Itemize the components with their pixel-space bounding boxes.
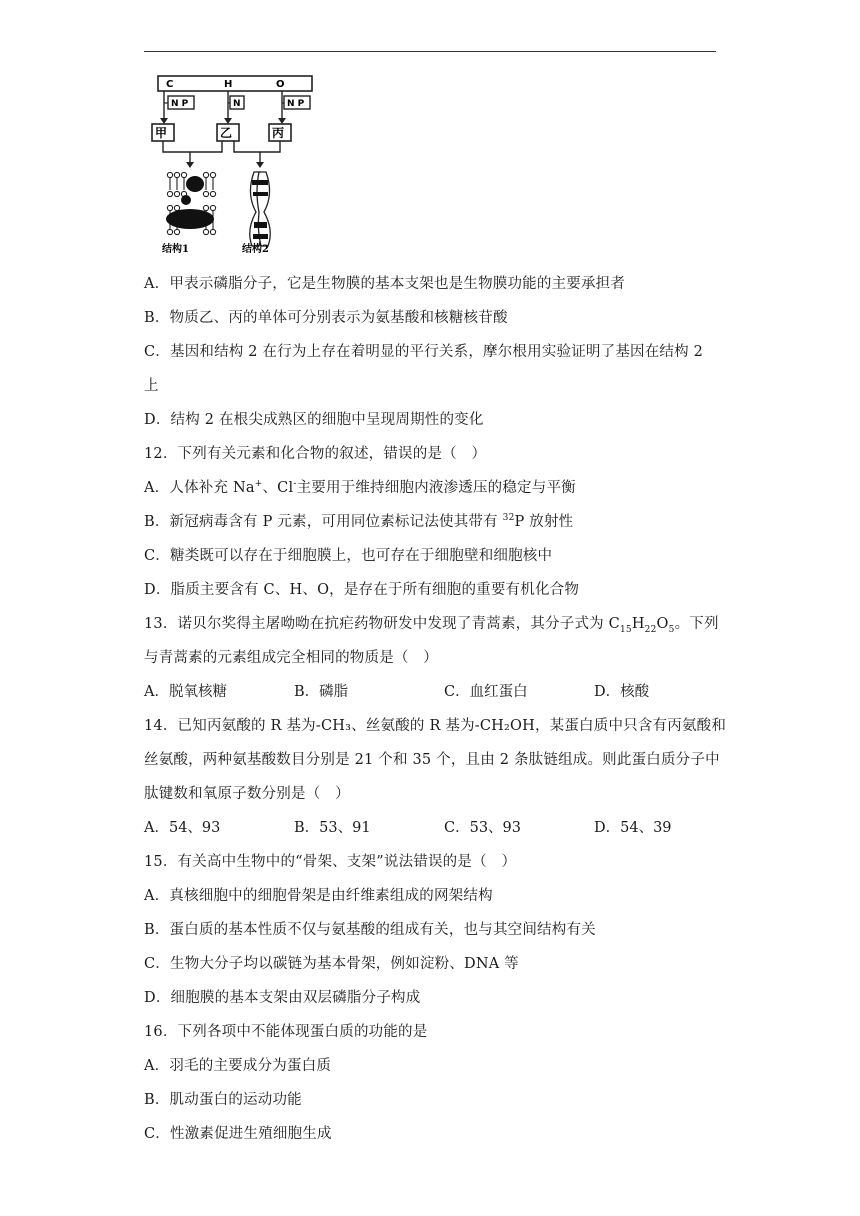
box-jia: 甲 bbox=[155, 126, 168, 140]
q13-stem: 13．诺贝尔奖得主屠呦呦在抗疟药物研发中发现了青蒿素，其分子式为 $C_{15}H_{22}O_5$。下列 bbox=[144, 616, 719, 635]
q13-option-b: B．磷脂 bbox=[294, 684, 349, 700]
q12-option-a: A．人体补充 Na+、Cl-主要用于维持细胞内液渗透压的稳定与平衡 bbox=[144, 479, 576, 496]
q13-option-a: A．脱氧核糖 bbox=[144, 684, 227, 700]
q11-option-b: B．物质乙、丙的单体可分别表示为氨基酸和核糖核苷酸 bbox=[144, 310, 508, 326]
q12-stem: 12．下列有关元素和化合物的叙述，错误的是（ ） bbox=[144, 446, 487, 462]
added-np-left: N P bbox=[171, 99, 189, 109]
q12-option-b: B．新冠病毒含有 P 元素，可用同位素标记法使其带有 $^{32}$P 放射性 bbox=[144, 513, 574, 530]
q11-option-c-cont: 上 bbox=[144, 378, 159, 394]
q15-option-b: B．蛋白质的基本性质不仅与氨基酸的组成有关，也与其空间结构有关 bbox=[144, 922, 596, 938]
q15-option-d: D．细胞膜的基本支架由双层磷脂分子构成 bbox=[144, 990, 421, 1006]
structure1-label: 结构1 bbox=[162, 244, 189, 255]
element-c: C bbox=[166, 79, 174, 90]
q15-option-c: C．生物大分子均以碳链为基本骨架，例如淀粉、DNA 等 bbox=[144, 956, 519, 972]
element-o: O bbox=[276, 79, 285, 90]
q16-option-b: B．肌动蛋白的运动功能 bbox=[144, 1092, 302, 1108]
q13-option-d: D．核酸 bbox=[594, 684, 650, 700]
chromosome-structure bbox=[250, 172, 271, 246]
added-np-right: N P bbox=[287, 99, 305, 109]
q16-stem: 16．下列各项中不能体现蛋白质的功能的是 bbox=[144, 1024, 428, 1040]
q14-option-d: D．54、39 bbox=[594, 820, 672, 836]
q14-option-a: A．54、93 bbox=[144, 820, 221, 836]
q14-stem-3: 肽键数和氧原子数分别是（ ） bbox=[144, 786, 350, 802]
q11-option-c: C．基因和结构 2 在行为上存在着明显的平行关系，摩尔根用实验证明了基因在结构 2 bbox=[144, 344, 704, 360]
q13-stem-cont: 与青蒿素的元素组成完全相同的物质是（ ） bbox=[144, 650, 438, 666]
header-rule bbox=[144, 51, 716, 52]
q14-option-c: C．53、93 bbox=[444, 820, 521, 836]
q15-stem: 15．有关高中生物中的“骨架、支架”说法错误的是（ ） bbox=[144, 854, 517, 870]
element-h: H bbox=[224, 79, 233, 90]
q11-option-a: A．甲表示磷脂分子，它是生物膜的基本支架也是生物膜功能的主要承担者 bbox=[144, 276, 626, 292]
box-yi: 乙 bbox=[220, 126, 233, 140]
q15-option-a: A．真核细胞中的细胞骨架是由纤维素组成的网架结构 bbox=[144, 888, 493, 904]
added-n-middle: N bbox=[233, 99, 241, 109]
q14-option-b: B．53、91 bbox=[294, 820, 371, 836]
box-bing: 丙 bbox=[272, 126, 285, 140]
structure-diagram bbox=[144, 72, 316, 262]
q12-option-d: D．脂质主要含有 C、H、O，是存在于所有细胞的重要有机化合物 bbox=[144, 582, 580, 598]
q16-option-c: C．性激素促进生殖细胞生成 bbox=[144, 1126, 332, 1142]
q13-option-c: C．血红蛋白 bbox=[444, 684, 528, 700]
structure2-label: 结构2 bbox=[242, 244, 269, 255]
q14-stem-1: 14．已知丙氨酸的 R 基为-CH₃、丝氨酸的 R 基为-CH₂OH，某蛋白质中只含有丙氨酸和 bbox=[144, 718, 727, 734]
q11-option-d: D．结构 2 在根尖成熟区的细胞中呈现周期性的变化 bbox=[144, 412, 484, 428]
q12-option-c: C．糖类既可以存在于细胞膜上，也可存在于细胞壁和细胞核中 bbox=[144, 548, 553, 564]
q16-option-a: A．羽毛的主要成分为蛋白质 bbox=[144, 1058, 332, 1074]
q14-stem-2: 丝氨酸，两种氨基酸数目分别是 21 个和 35 个，且由 2 条肽链组成。则此蛋白质分子中 bbox=[144, 752, 720, 768]
